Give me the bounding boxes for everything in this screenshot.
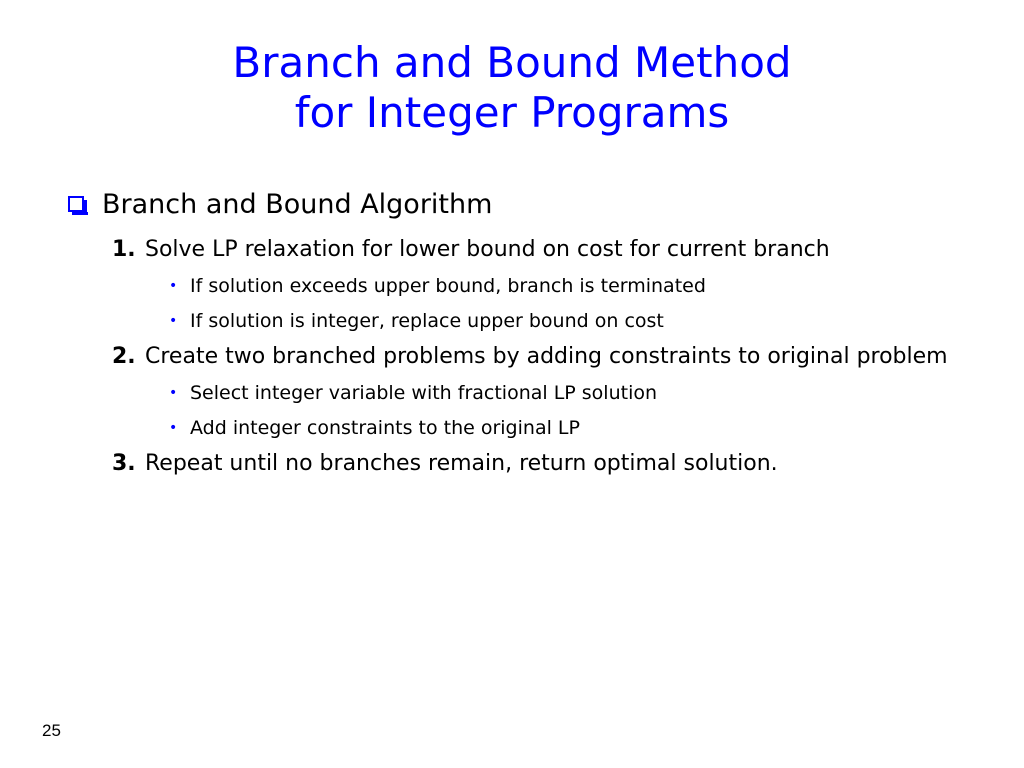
step-text: Create two branched problems by adding constraints to original problem — [145, 344, 948, 369]
subitem — [145, 270, 964, 302]
step-1-subitems — [145, 270, 964, 337]
subitem-text: Select integer variable with fractional LP solution — [190, 382, 658, 404]
step-number: 2. — [112, 344, 136, 369]
step-text: Solve LP relaxation for lower bound on cost for current branch — [145, 237, 830, 262]
step-1 — [64, 234, 964, 337]
step-text: Repeat until no branches remain, return optimal solution. — [145, 451, 778, 476]
subitem-text: Add integer constraints to the original LP — [190, 417, 580, 439]
step-number: 1. — [112, 237, 136, 262]
section-heading-text: Branch and Bound Algorithm — [102, 189, 493, 220]
step-2 — [64, 341, 964, 444]
slide-content — [64, 186, 964, 484]
section-heading — [64, 186, 964, 224]
bullet-dot-icon: • — [169, 385, 178, 401]
page-number: 25 — [42, 721, 61, 740]
slide-title-line-2: for Integer Programs — [294, 88, 730, 137]
subitem — [145, 305, 964, 337]
subitem-text: If solution exceeds upper bound, branch is terminated — [190, 275, 706, 297]
checkbox-icon — [68, 196, 84, 212]
subitem-text: If solution is integer, replace upper bound on cost — [190, 310, 664, 332]
algorithm-steps — [64, 234, 964, 480]
subitem — [145, 377, 964, 409]
bullet-dot-icon: • — [169, 278, 178, 294]
step-number: 3. — [112, 451, 136, 476]
slide-title-line-1: Branch and Bound Method — [232, 38, 792, 87]
slide-title — [0, 38, 1024, 138]
bullet-dot-icon: • — [169, 313, 178, 329]
step-2-subitems — [145, 377, 964, 444]
bullet-dot-icon: • — [169, 420, 178, 436]
subitem — [145, 412, 964, 444]
step-3 — [64, 448, 964, 480]
